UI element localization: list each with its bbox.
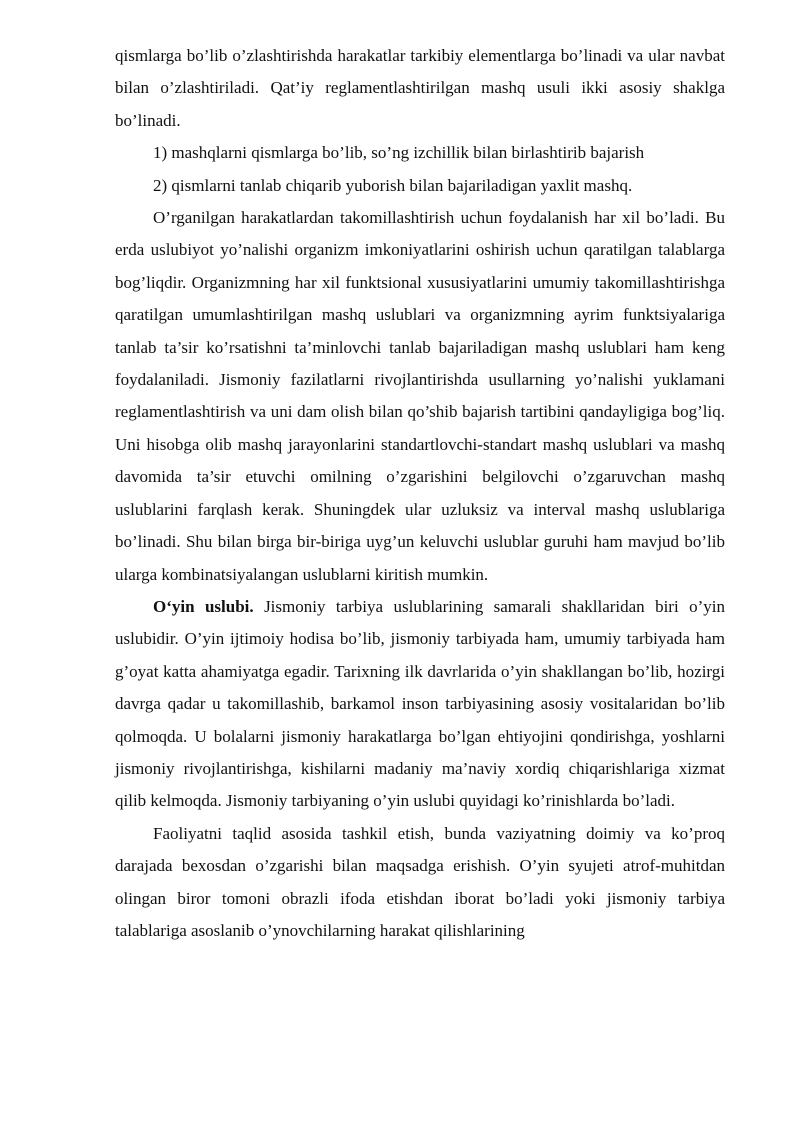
- document-page: [115, 40, 725, 947]
- list-item-1: 1) mashqlarni qismlarga bo’lib, so’ng izchillik bilan birlashtirib bajarish: [153, 143, 645, 163]
- paragraph-game-method-body: Jismoniy tarbiya uslublarining samarali shakllaridan biri o’yin uslubidir. O’yin ijtimoiy hodisa bo’lib, jismoniy tarbiyada ham, umumiy tarbiyada ham g’oyat katta ahamiyatga egadir. Tarixning ilk davrlarida o’yin shakllangan bo’lib, hozirgi davrga qadar u takomillashib, barkamol inson tarbiyasining asosiy vositalaridan bo’lib qolmoqda. U bolalarni jismoniy harakatlarga bo’lgan ehtiyojini qondirishga, yoshlarni jismoniy rivojlantirishga, kishilarni madaniy ma’naviy xordiq chiqarishlariga xizmat qilib kelmoqda. Jismoniy tarbiyaning o’yin uslubi quyidagi ko’rinishlarda bo’ladi.: [115, 596, 725, 811]
- paragraph-continuation: qismlarga bo’lib o’zlashtirishda harakatlar tarkibiy elementlarga bo’linadi va ular navbat bilan o’zlashtiriladi. Qat’iy reglamentlashtirilgan mashq usuli ikki asosiy shaklga bo’linadi.: [115, 46, 725, 130]
- paragraph-game-method: [115, 591, 725, 818]
- paragraph-methods: O’rganilgan harakatlardan takomillashtirish uchun foydalanish har xil bo’ladi. Bu erda uslubiyot yo’nalishi organizm imkoniyatlarini oshirish uchun qaratilgan talablarga bog’liqdir. Organizmning har xil funktsional xususiyatlarini umumiy takomillashtirishga qaratilgan umumlashtirilgan mashq uslublari va organizmning ayrim funktsiyalariga tanlab ta’sir ko’rsatishni ta’minlovchi tanlab bajariladigan mashq uslublari ham keng foydalaniladi. Jismoniy fazilatlarni rivojlantirishda usullarning yo’nalishi yuklamani reglamentlashtirish va uni dam olish bilan qo’shib bajarish tartibini qandayligiga bog’liq. Uni hisobga olib mashq jarayonlarini standartlovchi-standart mashq uslublari va mashq davomida ta’sir etuvchi omilning o’zgarishini belgilovchi o’zgaruvchan mashq uslublarini farqlash kerak. Shuningdek ular uzluksiz va interval mashq uslublariga bo’linadi. Shu bilan birga bir-biriga uyg’un keluvchi uslublar guruhi ham mavjud bo’lib ularga kombinatsiyalangan uslublarni kiritish mumkin.: [115, 208, 725, 584]
- list-item-2: 2) qismlarni tanlab chiqarib yuborish bilan bajariladigan yaxlit mashq.: [153, 175, 633, 195]
- section-heading-game-method: O‘yin uslubi.: [153, 596, 254, 616]
- paragraph-activity: Faoliyatni taqlid asosida tashkil etish, bunda vaziyatning doimiy va ko’proq darajada bexosdan o’zgarishi bilan maqsadga erishish. O’yin syujeti atrof-muhitdan olingan biror tomoni obrazli ifoda etishdan iborat bo’ladi yoki jismoniy tarbiya talablariga asoslanib o’ynovchilarning harakat qilishlarining: [115, 823, 725, 940]
